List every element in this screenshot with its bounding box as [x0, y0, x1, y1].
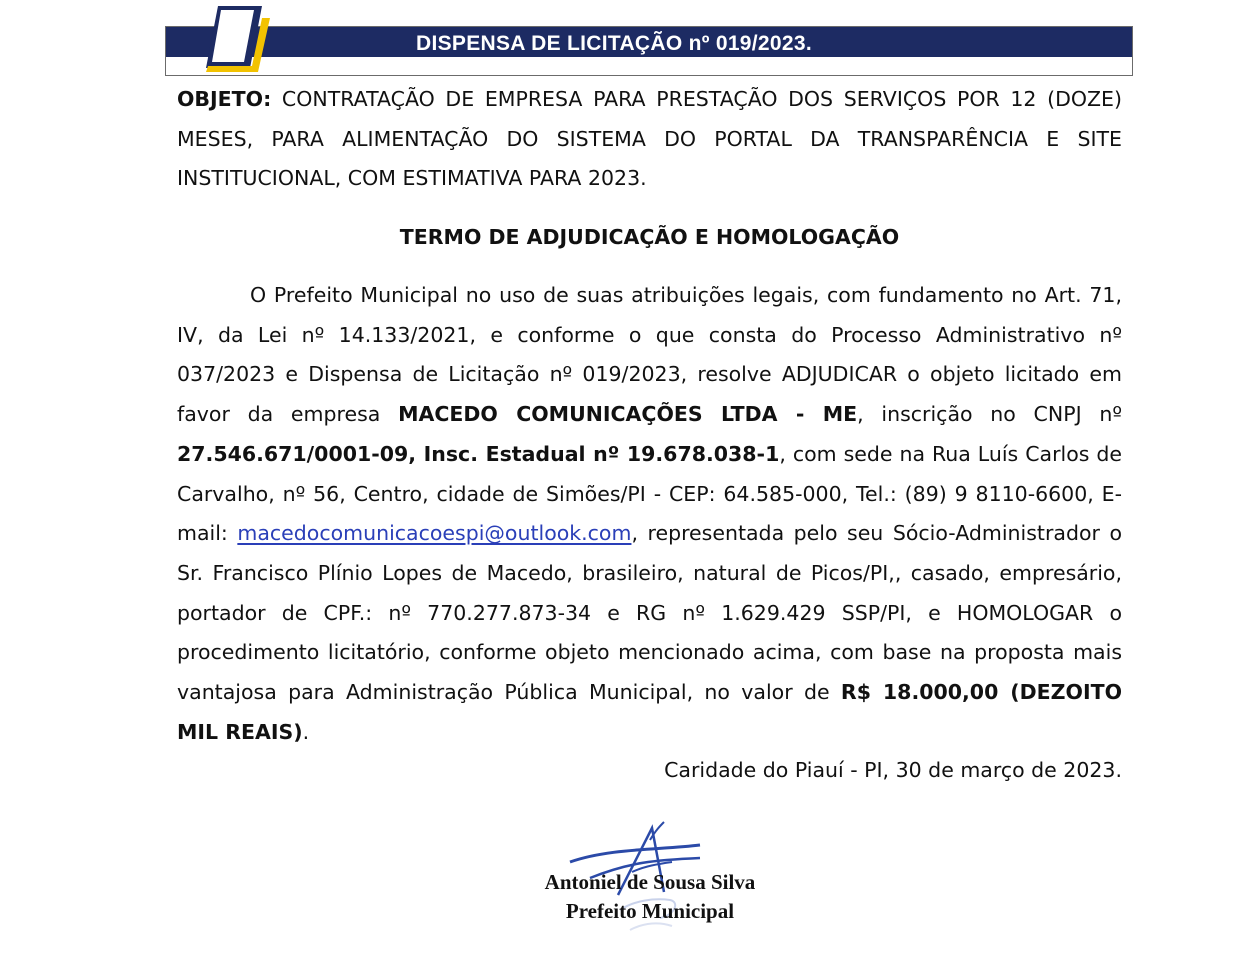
signatory-name: Antoniel de Sousa Silva	[544, 870, 756, 894]
objeto-label: OBJETO:	[177, 87, 272, 111]
objeto-paragraph	[177, 80, 1122, 199]
header-bar	[166, 27, 1132, 57]
paragraph-text-3: , com sede na Rua Luís Carlos de Carvalho, nº 56, Centro, cidade de Simões/PI - CEP: 64.585-000, Tel.: (89) 9 8110-6600, E-mail:	[177, 441, 1123, 546]
document-title: DISPENSA DE LICITAÇÃO nº 019/2023.	[416, 32, 812, 55]
objeto-text: CONTRATAÇÃO DE EMPRESA PARA PRESTAÇÃO DOS SERVIÇOS POR 12 (DOZE) MESES, PARA ALIMENTAÇÃO DO SISTEMA DO PORTAL DA TRANSPARÊNCIA E SITE INSTITUCIONAL, COM ESTIMATIVA PARA 2023.	[177, 87, 1122, 191]
date-line: Caridade do Piauí - PI, 30 de março de 2023.	[664, 758, 1122, 782]
main-paragraph	[177, 276, 1122, 752]
logo-icon	[200, 4, 280, 72]
header-box	[165, 26, 1133, 76]
company-name: MACEDO COMUNICAÇÕES LTDA - ME	[398, 402, 858, 427]
cnpj-number: 27.546.671/0001-09, Insc. Estadual nº 19.678.038-1	[177, 441, 780, 466]
paragraph-text-5: .	[302, 719, 310, 744]
paragraph-text-4: , representada pelo seu Sócio-Administrador o Sr. Francisco Plínio Lopes de Macedo, brasileiro, natural de Picos/PI,, casado, empresário, portador de CPF.: nº 770.277.873-34 e RG nº 1.629.429 SSP/PI, e HOMOLOGAR o procedimento licitatório, conforme objeto mencionado acima, com base na proposta mais vantajosa para Administração Pública Municipal, no valor de	[177, 521, 1122, 705]
signatory-role: Prefeito Municipal	[565, 899, 735, 923]
section-title: TERMO DE ADJUDICAÇÃO E HOMOLOGAÇÃO	[399, 225, 900, 249]
paragraph-text-2: , inscrição no CNPJ nº	[857, 402, 1123, 427]
contract-value: R$ 18.000,00 (DEZOITO MIL REAIS)	[177, 680, 1123, 744]
email-link[interactable]: macedocomunicacoespi@outlook.com	[237, 521, 632, 546]
paragraph-text-1: O Prefeito Municipal no uso de suas atribuições legais, com fundamento no Art. 71, IV, da Lei nº 14.133/2021, e conforme o que consta do Processo Administrativo nº 037/2023 e Dispensa de Licitação nº 019/2023, resolve ADJUDICAR o objeto licitado em favor da empresa	[177, 283, 1122, 427]
